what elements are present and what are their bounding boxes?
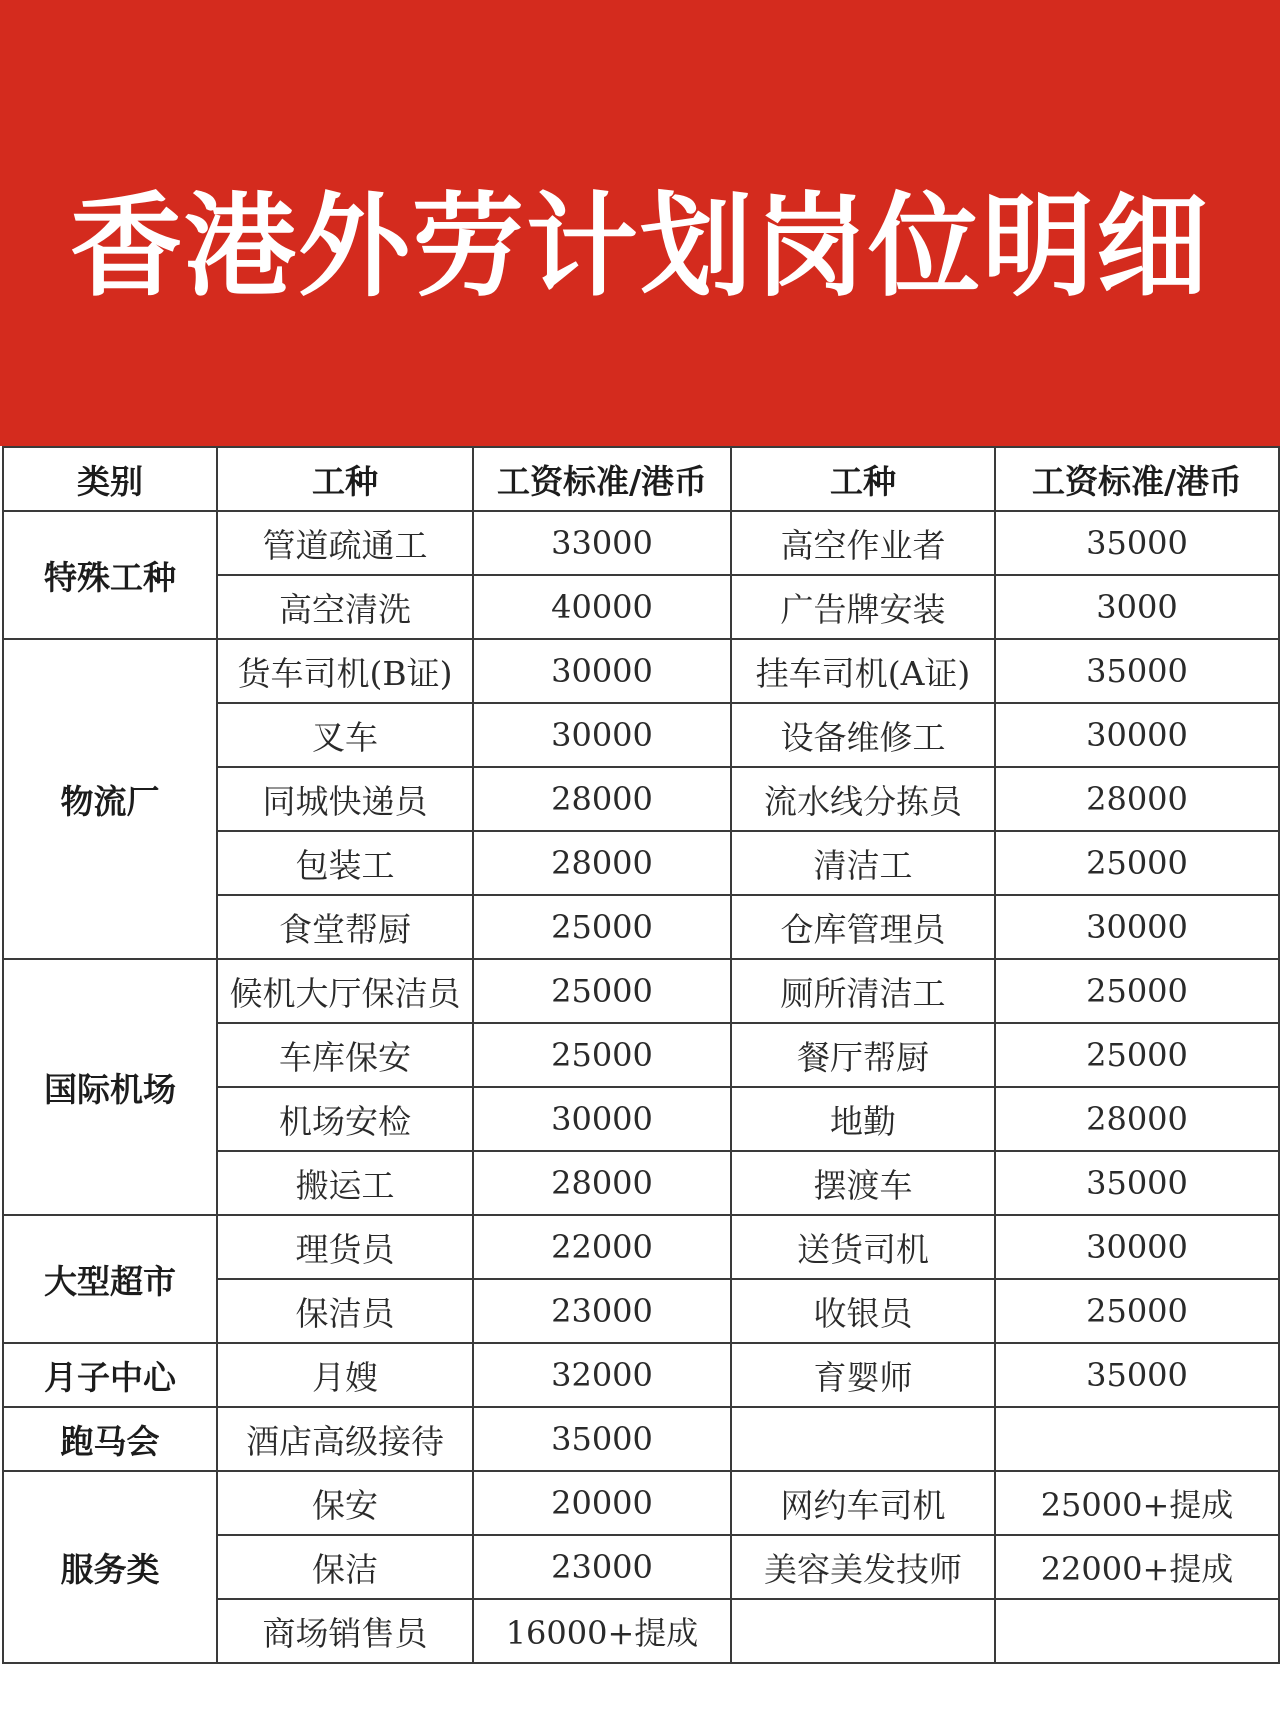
table-body bbox=[3, 511, 1279, 1663]
job-cell-left: 候机大厅保洁员 bbox=[217, 959, 473, 1023]
category-cell: 服务类 bbox=[3, 1471, 217, 1663]
salary-cell-left: 30000 bbox=[473, 1087, 731, 1151]
job-cell-left: 管道疏通工 bbox=[217, 511, 473, 575]
category-cell: 物流厂 bbox=[3, 639, 217, 959]
salary-cell-right: 35000 bbox=[995, 639, 1279, 703]
salary-cell-left: 30000 bbox=[473, 639, 731, 703]
page-title: 香港外劳计划岗位明细 bbox=[70, 182, 1210, 312]
salary-cell-left: 35000 bbox=[473, 1407, 731, 1471]
title-banner bbox=[0, 0, 1280, 446]
salary-cell-right: 25000 bbox=[995, 831, 1279, 895]
salary-cell-right bbox=[995, 1599, 1279, 1663]
salary-cell-right: 35000 bbox=[995, 511, 1279, 575]
header-category: 类别 bbox=[3, 447, 217, 511]
table-header-row bbox=[3, 447, 1279, 511]
job-cell-right: 餐厅帮厨 bbox=[731, 1023, 995, 1087]
salary-cell-left: 16000+提成 bbox=[473, 1599, 731, 1663]
job-table-container bbox=[2, 446, 1278, 1664]
salary-cell-left: 20000 bbox=[473, 1471, 731, 1535]
salary-cell-left: 25000 bbox=[473, 895, 731, 959]
table-row bbox=[3, 511, 1279, 575]
job-cell-right: 设备维修工 bbox=[731, 703, 995, 767]
salary-cell-left: 40000 bbox=[473, 575, 731, 639]
salary-cell-right: 30000 bbox=[995, 1215, 1279, 1279]
salary-cell-left: 28000 bbox=[473, 1151, 731, 1215]
salary-cell-right: 30000 bbox=[995, 703, 1279, 767]
salary-cell-right: 28000 bbox=[995, 1087, 1279, 1151]
job-cell-left: 商场销售员 bbox=[217, 1599, 473, 1663]
job-cell-right: 高空作业者 bbox=[731, 511, 995, 575]
job-cell-right bbox=[731, 1407, 995, 1471]
job-cell-right: 仓库管理员 bbox=[731, 895, 995, 959]
job-cell-left: 同城快递员 bbox=[217, 767, 473, 831]
salary-cell-right: 35000 bbox=[995, 1151, 1279, 1215]
salary-cell-left: 22000 bbox=[473, 1215, 731, 1279]
job-cell-left: 机场安检 bbox=[217, 1087, 473, 1151]
salary-cell-left: 30000 bbox=[473, 703, 731, 767]
salary-cell-right: 3000 bbox=[995, 575, 1279, 639]
salary-cell-left: 33000 bbox=[473, 511, 731, 575]
job-cell-left: 酒店高级接待 bbox=[217, 1407, 473, 1471]
job-cell-right: 美容美发技师 bbox=[731, 1535, 995, 1599]
job-cell-right: 广告牌安装 bbox=[731, 575, 995, 639]
header-salary-left: 工资标准/港币 bbox=[473, 447, 731, 511]
job-cell-right bbox=[731, 1599, 995, 1663]
job-cell-left: 食堂帮厨 bbox=[217, 895, 473, 959]
table-row bbox=[3, 639, 1279, 703]
header-job-right: 工种 bbox=[731, 447, 995, 511]
job-cell-right: 厕所清洁工 bbox=[731, 959, 995, 1023]
salary-cell-right bbox=[995, 1407, 1279, 1471]
job-cell-left: 包装工 bbox=[217, 831, 473, 895]
table-row bbox=[3, 1343, 1279, 1407]
salary-cell-left: 25000 bbox=[473, 1023, 731, 1087]
salary-cell-right: 25000 bbox=[995, 1279, 1279, 1343]
salary-cell-left: 23000 bbox=[473, 1535, 731, 1599]
table-row bbox=[3, 1407, 1279, 1471]
job-cell-right: 育婴师 bbox=[731, 1343, 995, 1407]
category-cell: 特殊工种 bbox=[3, 511, 217, 639]
job-salary-table bbox=[2, 446, 1280, 1664]
job-cell-right: 送货司机 bbox=[731, 1215, 995, 1279]
job-cell-right: 地勤 bbox=[731, 1087, 995, 1151]
salary-cell-right: 22000+提成 bbox=[995, 1535, 1279, 1599]
header-job-left: 工种 bbox=[217, 447, 473, 511]
salary-cell-left: 25000 bbox=[473, 959, 731, 1023]
job-cell-left: 理货员 bbox=[217, 1215, 473, 1279]
job-cell-right: 网约车司机 bbox=[731, 1471, 995, 1535]
job-cell-right: 挂车司机(A证) bbox=[731, 639, 995, 703]
salary-cell-right: 30000 bbox=[995, 895, 1279, 959]
salary-cell-left: 28000 bbox=[473, 767, 731, 831]
salary-cell-left: 28000 bbox=[473, 831, 731, 895]
job-cell-right: 清洁工 bbox=[731, 831, 995, 895]
header-salary-right: 工资标准/港币 bbox=[995, 447, 1279, 511]
job-cell-left: 货车司机(B证) bbox=[217, 639, 473, 703]
job-cell-left: 保洁 bbox=[217, 1535, 473, 1599]
job-cell-left: 月嫂 bbox=[217, 1343, 473, 1407]
salary-cell-right: 28000 bbox=[995, 767, 1279, 831]
salary-cell-left: 32000 bbox=[473, 1343, 731, 1407]
job-cell-left: 叉车 bbox=[217, 703, 473, 767]
job-cell-left: 高空清洗 bbox=[217, 575, 473, 639]
category-cell: 月子中心 bbox=[3, 1343, 217, 1407]
job-cell-left: 搬运工 bbox=[217, 1151, 473, 1215]
category-cell: 跑马会 bbox=[3, 1407, 217, 1471]
job-cell-left: 保洁员 bbox=[217, 1279, 473, 1343]
table-row bbox=[3, 1215, 1279, 1279]
job-cell-right: 收银员 bbox=[731, 1279, 995, 1343]
job-cell-left: 车库保安 bbox=[217, 1023, 473, 1087]
category-cell: 国际机场 bbox=[3, 959, 217, 1215]
table-row bbox=[3, 959, 1279, 1023]
salary-cell-right: 25000+提成 bbox=[995, 1471, 1279, 1535]
job-cell-right: 摆渡车 bbox=[731, 1151, 995, 1215]
category-cell: 大型超市 bbox=[3, 1215, 217, 1343]
job-cell-left: 保安 bbox=[217, 1471, 473, 1535]
salary-cell-right: 25000 bbox=[995, 1023, 1279, 1087]
salary-cell-left: 23000 bbox=[473, 1279, 731, 1343]
salary-cell-right: 25000 bbox=[995, 959, 1279, 1023]
salary-cell-right: 35000 bbox=[995, 1343, 1279, 1407]
table-row bbox=[3, 1471, 1279, 1535]
job-cell-right: 流水线分拣员 bbox=[731, 767, 995, 831]
